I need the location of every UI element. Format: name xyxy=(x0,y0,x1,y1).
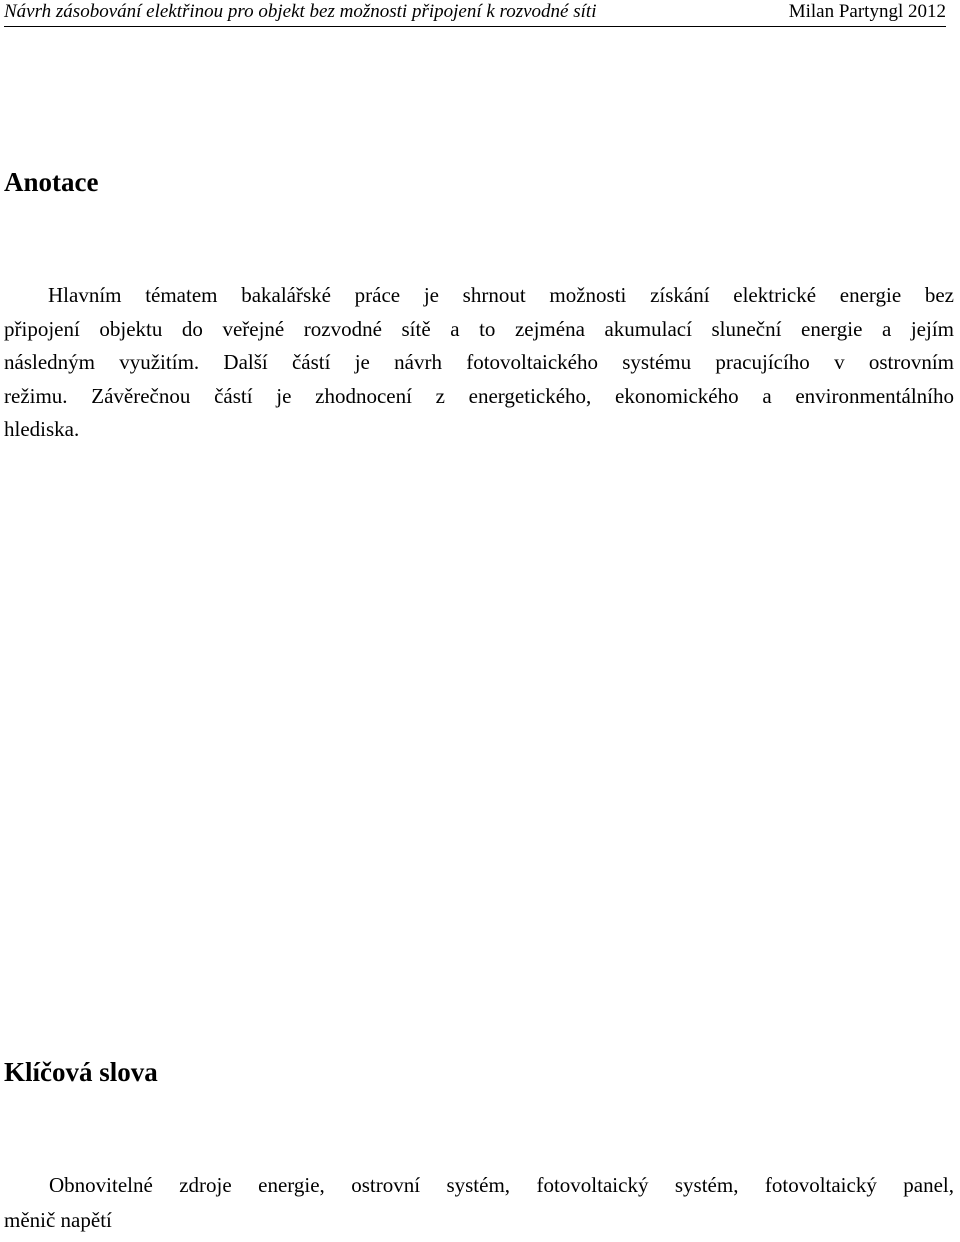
keywords-heading: Klíčová slova xyxy=(4,1057,158,1087)
keywords-paragraph xyxy=(4,1170,954,1240)
annotation-line: připojení objektu do veřejné rozvodné sítě a to zejména akumulací sluneční energie a jejím xyxy=(4,316,954,341)
header-author-year: Milan Partyngl 2012 xyxy=(788,1,946,22)
annotation-paragraph xyxy=(4,280,954,448)
header-title: Návrh zásobování elektřinou pro objekt bez možnosti připojení k rozvodné síti xyxy=(4,1,597,22)
annotation-line: hlediska. xyxy=(4,417,80,441)
keywords-line: Obnovitelné zdroje energie, ostrovní systém, fotovoltaický systém, fotovoltaický panel, xyxy=(49,1173,954,1197)
annotation-line: Hlavním tématem bakalářské práce je shrnout možnosti získání elektrické energie bez xyxy=(48,283,954,307)
annotation-line: následným využitím. Další částí je návrh fotovoltaického systému pracujícího v ostrovním xyxy=(4,350,954,374)
annotation-heading: Anotace xyxy=(4,167,99,197)
page-header xyxy=(4,0,946,27)
keywords-line: měnič napětí xyxy=(4,1208,112,1232)
annotation-line: režimu. Závěrečnou částí je zhodnocení z energetického, ekonomického a environmentálního xyxy=(4,383,954,408)
